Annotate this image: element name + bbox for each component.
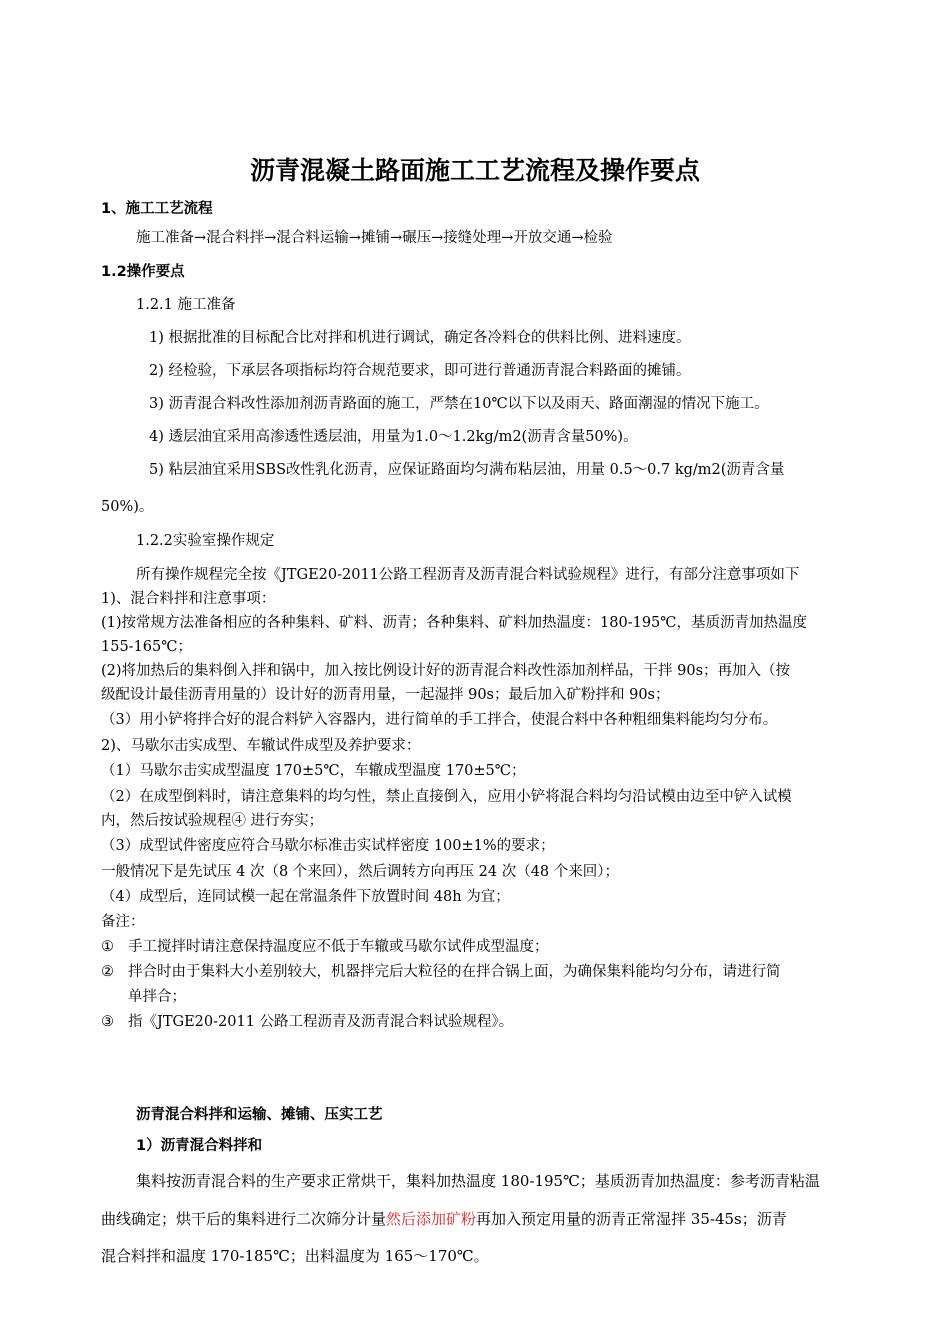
section-3-heading: 沥青混合料拌和运输、摊铺、压实工艺 [136, 1107, 383, 1123]
lab-line: 级配设计最佳沥青用量的）设计好的沥青用量，一起湿拌 90s；最后加入矿粉拌和 90s； [101, 687, 670, 703]
mixing-text: 再加入预定用量的沥青正常湿拌 35-45s；沥青 [476, 1210, 787, 1228]
mixing-paragraph-line-2 [101, 1209, 787, 1229]
lab-line: 2)、马歇尔击实成型、车辙试件成型及养护要求： [101, 738, 421, 754]
lab-line: 一般情况下是先试压 4 次（8 个来回），然后调转方向再压 24 次（48 个来回）； [101, 864, 620, 880]
prep-item-5: 5) 粘层油宜采用SBS改性乳化沥青，应保证路面均匀满布粘层油，用量 0.5～0.7 kg/m2(沥青含量 [149, 462, 785, 478]
lab-line: 内，然后按试验规程④ 进行夯实； [101, 813, 324, 829]
lab-intro: 所有操作规程完全按《JTGE20-2011公路工程沥青及沥青混合料试验规程》进行，有部分注意事项如下 [136, 567, 800, 583]
lab-line: （1）马歇尔击实成型温度 170±5℃，车辙成型温度 170±5℃； [101, 763, 526, 779]
lab-line: 155-165℃； [101, 639, 192, 655]
section-1-2-heading: 1.2操作要点 [101, 264, 185, 280]
lab-line: （3）用小铲将拌合好的混合料铲入容器内，进行简单的手工拌合，使混合料中各种粗细集料能均匀分布。 [101, 712, 778, 728]
prep-item-2: 2) 经检验，下承层各项指标均符合规范要求，即可进行普通沥青混合料路面的摊铺。 [149, 363, 691, 379]
subsection-1-2-1-heading: 1.2.1 施工准备 [136, 297, 236, 313]
note-marker: ② [101, 964, 114, 980]
lab-line: （3）成型试件密度应符合马歇尔标准击实试样密度 100±1%的要求； [101, 838, 555, 854]
lab-line: （4）成型后，连同试模一起在常温条件下放置时间 48h 为宜； [101, 889, 510, 905]
prep-item-3: 3) 沥青混合料改性添加剂沥青路面的施工，严禁在10℃以下以及雨天、路面潮湿的情况下施工。 [149, 396, 769, 412]
process-flow: 施工准备→混合料拌→混合料运输→摊铺→碾压→接缝处理→开放交通→检验 [136, 230, 613, 246]
mixing-paragraph-line-1: 集料按沥青混合料的生产要求正常烘干，集料加热温度 180-195℃；基质沥青加热温度：参考沥青粘温 [136, 1172, 820, 1190]
prep-item-4: 4) 透层油宜采用高渗透性透层油，用量为1.0～1.2kg/m2(沥青含量50%)。 [149, 429, 638, 445]
lab-line: 1)、混合料拌和注意事项： [101, 591, 276, 607]
lab-line: （2）在成型倒料时，请注意集料的均匀性，禁止直接倒入，应用小铲将混合料均匀沿试模由边至中铲入试模 [101, 789, 792, 805]
note-marker: ③ [101, 1014, 114, 1030]
prep-item-1: 1) 根据批准的目标配合比对拌和机进行调试，确定各冷料仓的供料比例、进料速度。 [149, 330, 691, 346]
section-3-sub-heading: 1）沥青混合料拌和 [136, 1138, 263, 1154]
highlighted-text: 然后添加矿粉 [386, 1210, 477, 1228]
notes-label: 备注： [101, 914, 145, 930]
note-text: 手工搅拌时请注意保持温度应不低于车辙或马歇尔试件成型温度； [128, 939, 549, 955]
section-1-heading: 1、施工工艺流程 [101, 201, 213, 217]
mixing-text: 曲线确定；烘干后的集料进行二次筛分计量 [101, 1210, 387, 1228]
note-text: 拌合时由于集料大小差别较大，机器拌完后大粒径的在拌合锅上面，为确保集料能均匀分布，请进行简 [128, 964, 781, 980]
lab-line: (2)将加热后的集料倒入拌和锅中，加入按比例设计好的沥青混合料改性添加剂样品，干拌 90s；再加入（按 [101, 663, 791, 679]
note-text: 单拌合； [128, 989, 186, 1005]
mixing-paragraph-line-3: 混合料拌和温度 170-185℃；出料温度为 165～170℃。 [101, 1247, 489, 1265]
prep-item-5-continued: 50%)。 [101, 499, 154, 515]
document-title: 沥青混凝土路面施工工艺流程及操作要点 [249, 156, 700, 185]
note-text: 指《JTGE20-2011 公路工程沥青及沥青混合料试验规程》。 [128, 1014, 514, 1030]
lab-line: (1)按常规方法准备相应的各种集料、矿料、沥青；各种集料、矿料加热温度：180-195℃，基质沥青加热温度 [101, 615, 808, 631]
subsection-1-2-2-heading: 1.2.2实验室操作规定 [136, 533, 275, 549]
note-marker: ① [101, 939, 114, 955]
